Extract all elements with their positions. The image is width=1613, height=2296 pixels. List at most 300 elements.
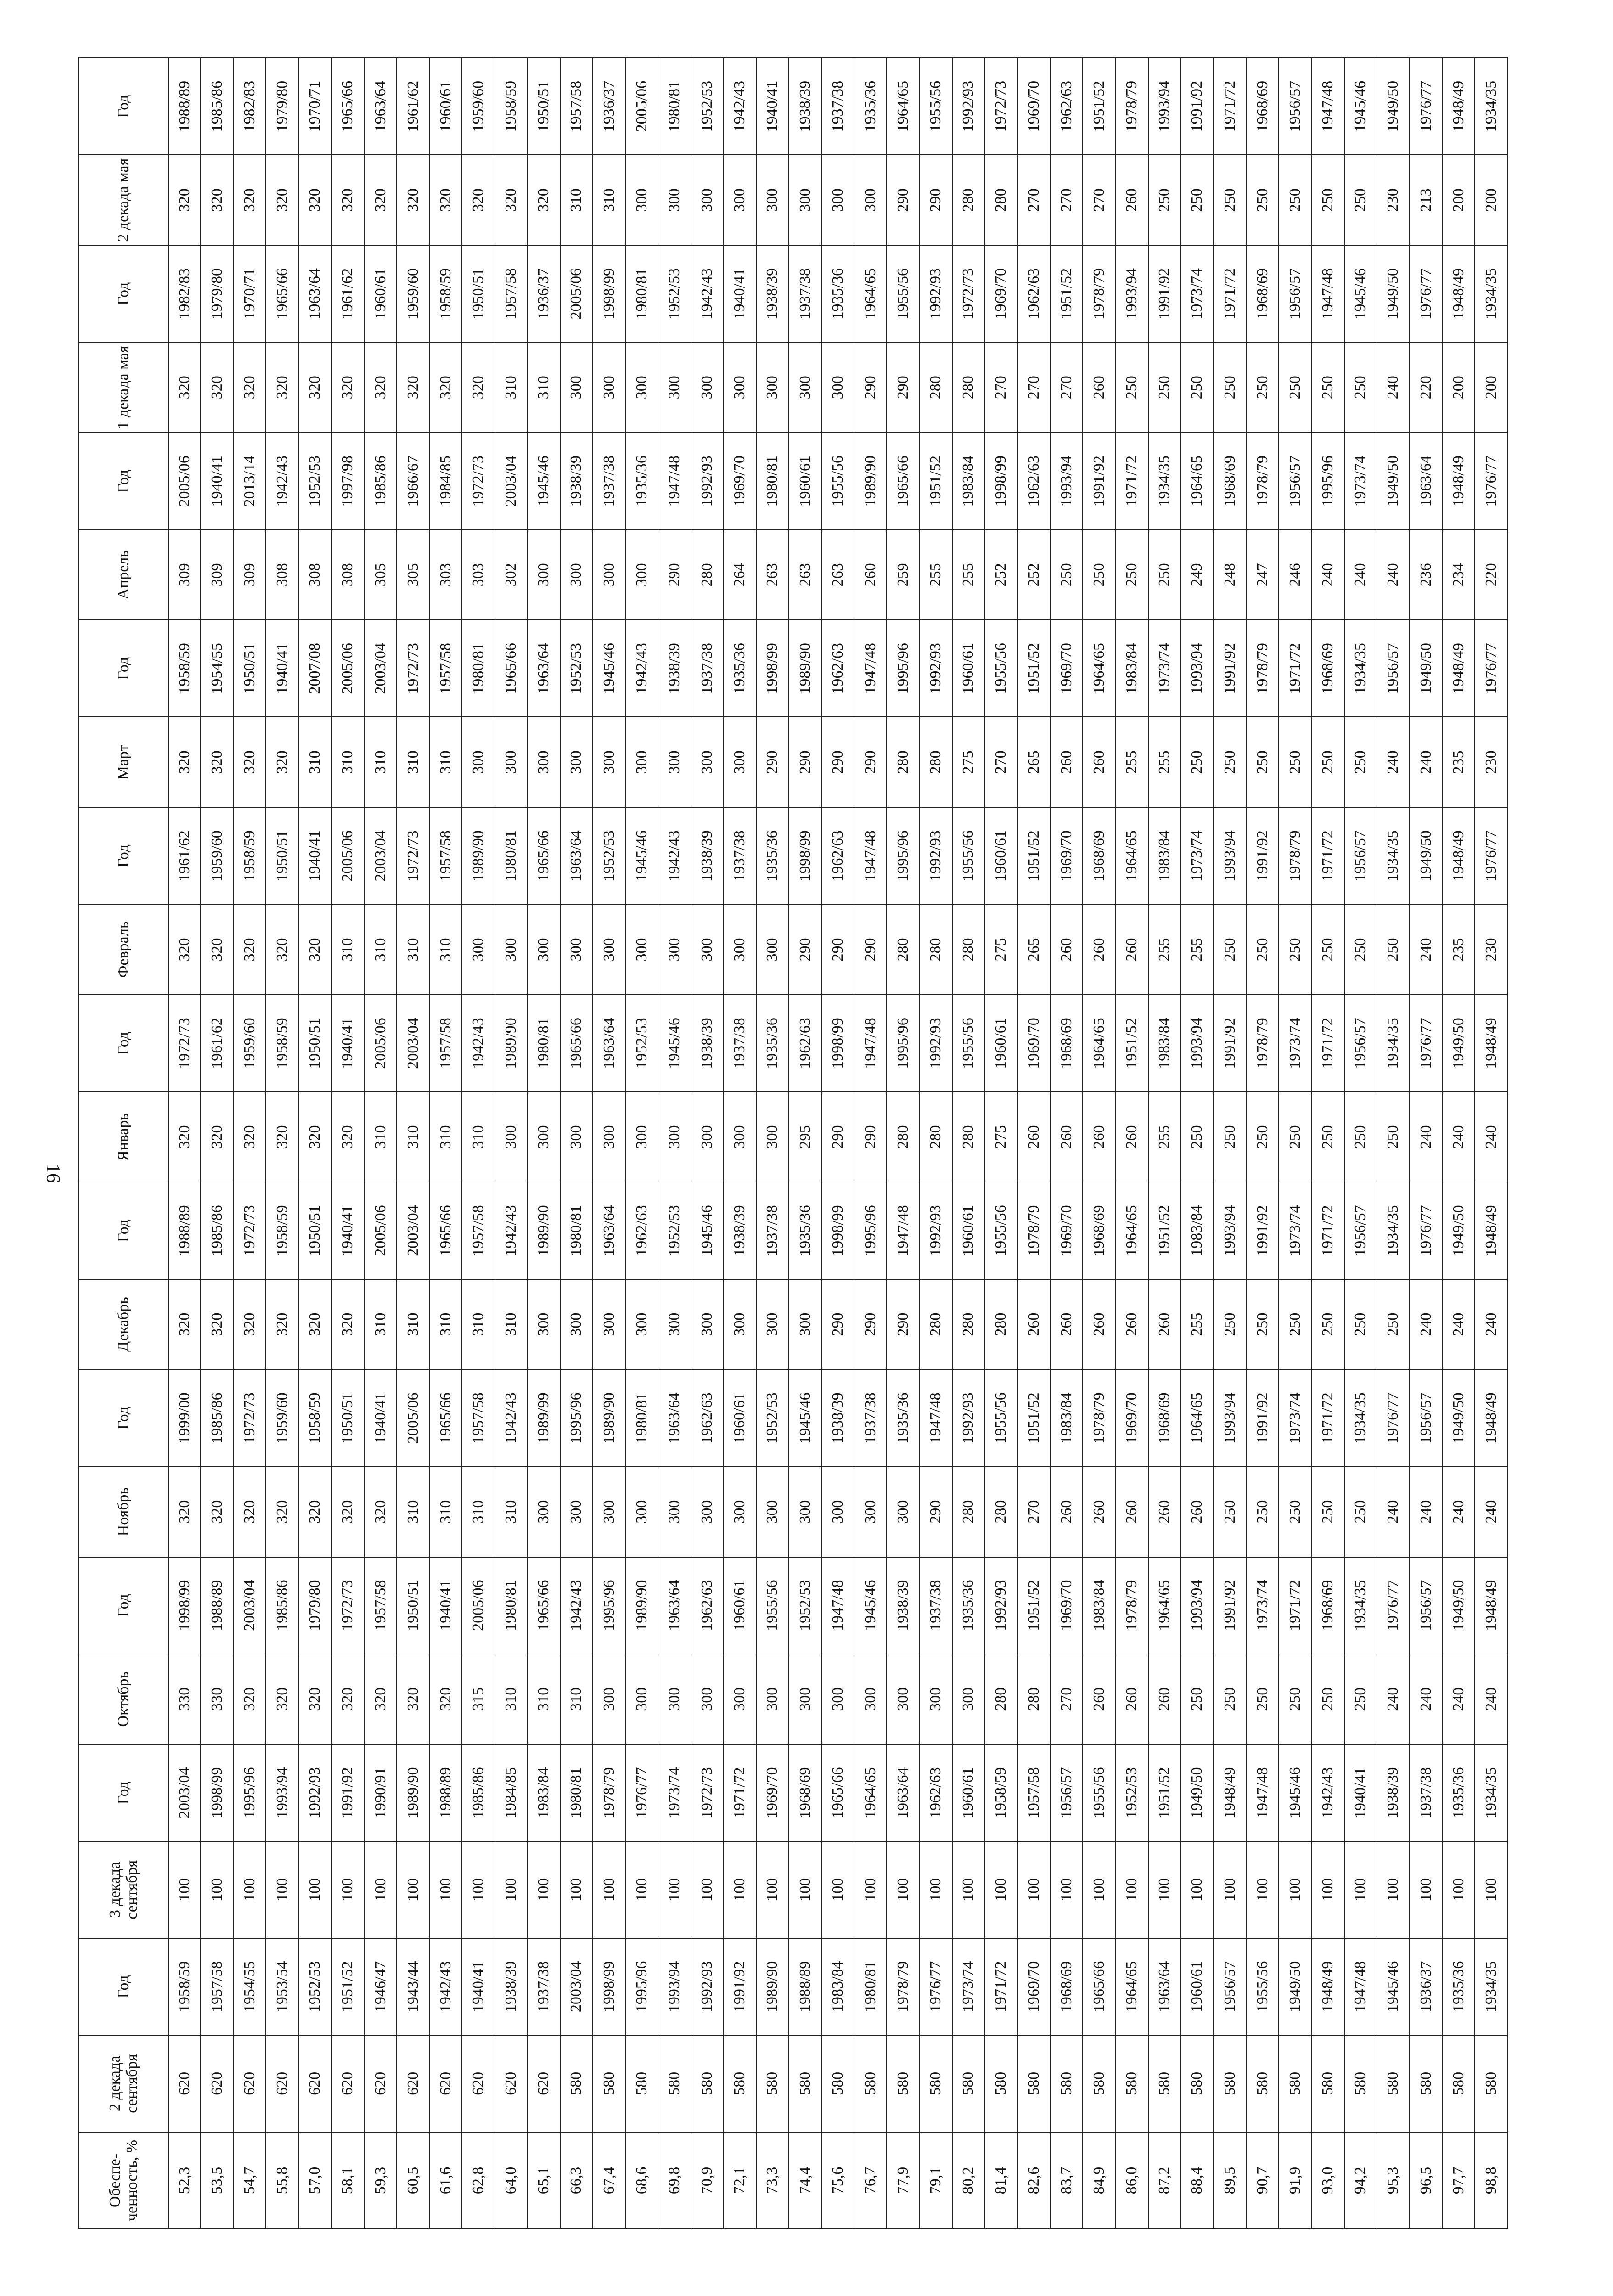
table-cell: 1968/69 xyxy=(1050,995,1083,1092)
table-cell: 263 xyxy=(789,529,821,620)
table-cell: 580 xyxy=(1181,2035,1214,2132)
table-cell: 80,2 xyxy=(952,2132,985,2229)
table-cell: 240 xyxy=(1377,529,1410,620)
table-cell: 1938/39 xyxy=(1377,1745,1410,1841)
table-cell: 320 xyxy=(495,155,528,245)
table-cell: 1970/71 xyxy=(299,58,332,155)
table-cell: 96,5 xyxy=(1410,2132,1442,2229)
table-cell: 1976/77 xyxy=(1475,433,1508,529)
table-cell: 1972/73 xyxy=(985,58,1017,155)
table-cell: 230 xyxy=(1475,717,1508,807)
table-cell: 1982/83 xyxy=(168,245,201,342)
column-header: Март xyxy=(79,717,168,807)
table-cell: 260 xyxy=(1148,1654,1181,1745)
table-cell: 1945/46 xyxy=(625,807,658,904)
table-cell: 320 xyxy=(332,1092,364,1182)
table-cell: 1993/94 xyxy=(1148,58,1181,155)
table-cell: 1947/48 xyxy=(658,433,691,529)
table-cell: 1978/79 xyxy=(1279,807,1311,904)
table-cell: 1968/69 xyxy=(1311,1557,1344,1654)
table-cell: 300 xyxy=(756,904,789,995)
table-cell: 1962/63 xyxy=(691,1370,724,1467)
table-cell: 249 xyxy=(1181,529,1214,620)
table-cell: 1952/53 xyxy=(658,1182,691,1279)
table-cell: 1955/56 xyxy=(1246,1938,1279,2035)
table-body xyxy=(168,58,1508,2229)
table-cell: 1947/48 xyxy=(920,1370,952,1467)
table-cell: 580 xyxy=(1148,2035,1181,2132)
table-cell: 1959/60 xyxy=(233,995,266,1092)
table-cell: 250 xyxy=(1311,1654,1344,1745)
table-cell: 1962/63 xyxy=(920,1745,952,1841)
table-cell: 1995/96 xyxy=(593,1557,625,1654)
table-cell: 250 xyxy=(1344,1092,1377,1182)
table-cell: 1942/43 xyxy=(1311,1745,1344,1841)
table-cell: 1954/55 xyxy=(233,1938,266,2035)
table-cell: 250 xyxy=(1116,342,1148,433)
table-cell: 95,3 xyxy=(1377,2132,1410,2229)
table-cell: 250 xyxy=(1344,1279,1377,1370)
table-cell: 260 xyxy=(1050,717,1083,807)
table-cell: 320 xyxy=(429,155,462,245)
table-cell: 250 xyxy=(1181,1654,1214,1745)
table-cell: 300 xyxy=(528,529,560,620)
table-cell: 1992/93 xyxy=(691,433,724,529)
table-cell: 100 xyxy=(1017,1841,1050,1938)
table-cell: 1956/57 xyxy=(1344,1182,1377,1279)
table-cell: 300 xyxy=(952,1654,985,1745)
table-cell: 300 xyxy=(691,1467,724,1557)
table-cell: 1946/47 xyxy=(364,1938,397,2035)
table-cell: 300 xyxy=(756,1279,789,1370)
table-cell: 1971/72 xyxy=(1214,58,1246,155)
table-cell: 1991/92 xyxy=(724,1938,756,2035)
table-cell: 1969/70 xyxy=(1050,807,1083,904)
table-cell: 1989/90 xyxy=(593,1370,625,1467)
table-cell: 52,3 xyxy=(168,2132,201,2229)
table-cell: 310 xyxy=(429,1279,462,1370)
table-cell: 1985/86 xyxy=(462,1745,495,1841)
table-cell: 73,3 xyxy=(756,2132,789,2229)
table-cell: 1938/39 xyxy=(658,620,691,717)
table-cell: 260 xyxy=(1083,717,1115,807)
table-cell: 290 xyxy=(789,717,821,807)
table-cell: 250 xyxy=(1214,717,1246,807)
table-cell: 250 xyxy=(1181,717,1214,807)
table-cell: 1980/81 xyxy=(495,1557,528,1654)
table-cell: 1951/52 xyxy=(1017,620,1050,717)
table-cell: 1992/93 xyxy=(299,1745,332,1841)
table-cell: 1962/63 xyxy=(625,1182,658,1279)
table-cell: 1978/79 xyxy=(1246,995,1279,1092)
table-cell: 1979/80 xyxy=(201,245,233,342)
table-cell: 290 xyxy=(821,1279,854,1370)
table-cell: 320 xyxy=(266,155,298,245)
table-cell: 1935/36 xyxy=(952,1557,985,1654)
table-cell: 1965/66 xyxy=(429,1370,462,1467)
table-cell: 1956/57 xyxy=(1214,1938,1246,2035)
table-cell: 250 xyxy=(1148,529,1181,620)
table-cell: 620 xyxy=(397,2035,429,2132)
table-cell: 1991/92 xyxy=(1083,433,1115,529)
table-cell: 1992/93 xyxy=(985,1557,1017,1654)
table-cell: 1957/58 xyxy=(364,1557,397,1654)
table-cell: 1988/89 xyxy=(789,1938,821,2035)
table-cell: 263 xyxy=(821,529,854,620)
table-cell: 1949/50 xyxy=(1377,58,1410,155)
table-cell: 260 xyxy=(1083,1654,1115,1745)
table-row xyxy=(821,58,854,2229)
table-cell: 1989/90 xyxy=(854,433,887,529)
table-cell: 1991/92 xyxy=(1148,245,1181,342)
table-cell: 1940/41 xyxy=(332,995,364,1092)
table-cell: 320 xyxy=(429,1654,462,1745)
column-header: 1 декада мая xyxy=(79,342,168,433)
table-cell: 1956/57 xyxy=(1050,1745,1083,1841)
table-cell: 1952/53 xyxy=(560,620,593,717)
table-cell: 1989/99 xyxy=(528,1370,560,1467)
column-header: 2 декада мая xyxy=(79,155,168,245)
table-cell: 250 xyxy=(1344,904,1377,995)
table-cell: 100 xyxy=(201,1841,233,1938)
table-cell: 320 xyxy=(233,904,266,995)
table-cell: 1963/64 xyxy=(593,1182,625,1279)
table-cell: 250 xyxy=(1279,342,1311,433)
table-cell: 295 xyxy=(789,1092,821,1182)
table-cell: 280 xyxy=(952,342,985,433)
column-header: Февраль xyxy=(79,904,168,995)
table-cell: 250 xyxy=(1279,717,1311,807)
table-cell: 54,7 xyxy=(233,2132,266,2229)
table-cell: 260 xyxy=(1116,1092,1148,1182)
table-cell: 1992/93 xyxy=(952,1370,985,1467)
table-cell: 270 xyxy=(1050,155,1083,245)
table-cell: 250 xyxy=(1311,1092,1344,1182)
table-cell: 1949/50 xyxy=(1442,1182,1475,1279)
table-cell: 240 xyxy=(1377,717,1410,807)
table-cell: 320 xyxy=(397,1654,429,1745)
table-cell: 320 xyxy=(299,1279,332,1370)
table-cell: 55,8 xyxy=(266,2132,298,2229)
table-cell: 240 xyxy=(1377,342,1410,433)
table-cell: 100 xyxy=(887,1841,919,1938)
table-cell: 320 xyxy=(429,342,462,433)
table-cell: 1949/50 xyxy=(1442,1370,1475,1467)
table-cell: 1989/90 xyxy=(397,1745,429,1841)
table-cell: 309 xyxy=(233,529,266,620)
table-cell: 1998/99 xyxy=(985,433,1017,529)
table-cell: 250 xyxy=(1214,155,1246,245)
table-cell: 1968/69 xyxy=(1083,807,1115,904)
table-cell: 230 xyxy=(1475,904,1508,995)
table-cell: 260 xyxy=(1050,1279,1083,1370)
table-row xyxy=(1116,58,1148,2229)
table-cell: 1963/64 xyxy=(560,807,593,904)
table-cell: 1973/74 xyxy=(1279,1370,1311,1467)
table-cell: 1938/39 xyxy=(495,1938,528,2035)
table-cell: 310 xyxy=(397,904,429,995)
table-cell: 1978/79 xyxy=(1083,245,1115,342)
table-cell: 1992/93 xyxy=(920,245,952,342)
table-cell: 290 xyxy=(920,1467,952,1557)
table-cell: 1983/84 xyxy=(952,433,985,529)
table-cell: 250 xyxy=(1246,1092,1279,1182)
table-cell: 1993/94 xyxy=(658,1938,691,2035)
table-cell: 580 xyxy=(1311,2035,1344,2132)
table-cell: 220 xyxy=(1410,342,1442,433)
table-cell: 1963/64 xyxy=(887,1745,919,1841)
table-cell: 300 xyxy=(691,342,724,433)
table-cell: 275 xyxy=(985,904,1017,995)
table-cell: 250 xyxy=(1344,717,1377,807)
table-cell: 100 xyxy=(1214,1841,1246,1938)
table-cell: 1992/93 xyxy=(920,807,952,904)
table-cell: 300 xyxy=(658,904,691,995)
table-cell: 1940/41 xyxy=(1344,1745,1377,1841)
table-cell: 1968/69 xyxy=(1311,620,1344,717)
table-cell: 580 xyxy=(887,2035,919,2132)
table-cell: 580 xyxy=(1410,2035,1442,2132)
table-cell: 1971/72 xyxy=(724,1745,756,1841)
table-cell: 1985/86 xyxy=(266,1557,298,1654)
table-cell: 300 xyxy=(658,1654,691,1745)
table-cell: 1983/84 xyxy=(1148,807,1181,904)
table-cell: 1971/72 xyxy=(1311,1182,1344,1279)
table-cell: 250 xyxy=(1279,904,1311,995)
table-cell: 1991/92 xyxy=(1246,807,1279,904)
table-cell: 1955/56 xyxy=(985,1182,1017,1279)
column-header: Декабрь xyxy=(79,1279,168,1370)
table-cell: 1956/57 xyxy=(1279,245,1311,342)
table-cell: 310 xyxy=(429,717,462,807)
table-cell: 250 xyxy=(1279,1279,1311,1370)
table-cell: 300 xyxy=(756,342,789,433)
table-cell: 100 xyxy=(920,1841,952,1938)
table-cell: 1957/58 xyxy=(495,245,528,342)
table-cell: 320 xyxy=(233,342,266,433)
table-cell: 1935/36 xyxy=(887,1370,919,1467)
table-cell: 300 xyxy=(821,155,854,245)
table-cell: 330 xyxy=(201,1654,233,1745)
table-cell: 320 xyxy=(266,1092,298,1182)
table-row xyxy=(1442,58,1475,2229)
table-cell: 1964/65 xyxy=(854,245,887,342)
table-cell: 69,8 xyxy=(658,2132,691,2229)
table-cell: 1934/35 xyxy=(1344,1557,1377,1654)
table-cell: 2005/06 xyxy=(332,807,364,904)
table-cell: 280 xyxy=(985,1467,1017,1557)
table-cell: 1938/39 xyxy=(789,58,821,155)
table-cell: 1952/53 xyxy=(658,245,691,342)
table-cell: 252 xyxy=(985,529,1017,620)
table-cell: 1935/36 xyxy=(1442,1745,1475,1841)
table-cell: 1947/48 xyxy=(854,620,887,717)
table-cell: 270 xyxy=(1050,1654,1083,1745)
table-cell: 320 xyxy=(233,1092,266,1182)
table-cell: 1947/48 xyxy=(1246,1745,1279,1841)
table-cell: 320 xyxy=(168,342,201,433)
table-cell: 1983/84 xyxy=(1148,995,1181,1092)
table-cell: 84,9 xyxy=(1083,2132,1115,2229)
table-cell: 1934/35 xyxy=(1475,1938,1508,2035)
table-cell: 250 xyxy=(1148,342,1181,433)
table-cell: 1955/56 xyxy=(887,245,919,342)
table-cell: 1993/94 xyxy=(266,1745,298,1841)
table-cell: 1937/38 xyxy=(593,433,625,529)
table-cell: 1971/72 xyxy=(1279,1557,1311,1654)
table-cell: 100 xyxy=(724,1841,756,1938)
table-cell: 1992/93 xyxy=(920,995,952,1092)
table-cell: 1960/61 xyxy=(429,58,462,155)
table-cell: 1950/51 xyxy=(233,620,266,717)
table-cell: 330 xyxy=(168,1654,201,1745)
table-cell: 100 xyxy=(560,1841,593,1938)
table-cell: 255 xyxy=(1181,904,1214,995)
table-cell: 300 xyxy=(560,529,593,620)
table-cell: 300 xyxy=(691,1279,724,1370)
table-cell: 1978/79 xyxy=(887,1938,919,2035)
table-cell: 236 xyxy=(1410,529,1442,620)
table-cell: 280 xyxy=(920,904,952,995)
table-cell: 300 xyxy=(625,529,658,620)
table-cell: 100 xyxy=(266,1841,298,1938)
table-cell: 1998/99 xyxy=(593,1938,625,2035)
table-cell: 1954/55 xyxy=(201,620,233,717)
table-cell: 100 xyxy=(462,1841,495,1938)
table-cell: 320 xyxy=(299,342,332,433)
table-cell: 213 xyxy=(1410,155,1442,245)
column-header: Ноябрь xyxy=(79,1467,168,1557)
table-cell: 290 xyxy=(854,904,887,995)
table-cell: 250 xyxy=(1311,717,1344,807)
table-cell: 300 xyxy=(789,1654,821,1745)
table-cell: 1947/48 xyxy=(821,1557,854,1654)
table-cell: 1973/74 xyxy=(1148,620,1181,717)
table-row xyxy=(1017,58,1050,2229)
table-cell: 280 xyxy=(985,155,1017,245)
table-cell: 1989/90 xyxy=(495,995,528,1092)
table-cell: 1998/99 xyxy=(201,1745,233,1841)
table-cell: 250 xyxy=(1181,342,1214,433)
table-row xyxy=(724,58,756,2229)
table-cell: 1950/51 xyxy=(462,245,495,342)
table-cell: 97,7 xyxy=(1442,2132,1475,2229)
table-cell: 1980/81 xyxy=(495,807,528,904)
table-cell: 1953/54 xyxy=(266,1938,298,2035)
table-cell: 100 xyxy=(593,1841,625,1938)
table-cell: 620 xyxy=(528,2035,560,2132)
table-cell: 1937/38 xyxy=(920,1557,952,1654)
table-cell: 1971/72 xyxy=(1311,995,1344,1092)
table-cell: 305 xyxy=(364,529,397,620)
table-cell: 1958/59 xyxy=(495,58,528,155)
table-cell: 1949/50 xyxy=(1377,433,1410,529)
table-cell: 580 xyxy=(920,2035,952,2132)
table-cell: 320 xyxy=(201,1279,233,1370)
table-cell: 1940/41 xyxy=(299,807,332,904)
table-cell: 100 xyxy=(233,1841,266,1938)
table-cell: 1972/73 xyxy=(691,1745,724,1841)
table-cell: 300 xyxy=(658,717,691,807)
table-cell: 1964/65 xyxy=(1116,807,1148,904)
table-cell: 255 xyxy=(1148,904,1181,995)
table-cell: 300 xyxy=(528,904,560,995)
table-cell: 1949/50 xyxy=(1442,995,1475,1092)
table-cell: 1963/64 xyxy=(593,995,625,1092)
table-cell: 1936/37 xyxy=(528,245,560,342)
table-cell: 1934/35 xyxy=(1475,58,1508,155)
table-cell: 300 xyxy=(560,717,593,807)
table-cell: 240 xyxy=(1475,1467,1508,1557)
table-cell: 300 xyxy=(854,1654,887,1745)
table-cell: 320 xyxy=(168,904,201,995)
table-row xyxy=(1148,58,1181,2229)
table-cell: 300 xyxy=(789,342,821,433)
table-cell: 320 xyxy=(168,717,201,807)
table-cell: 2007/08 xyxy=(299,620,332,717)
table-cell: 290 xyxy=(854,1092,887,1182)
table-cell: 1961/62 xyxy=(332,245,364,342)
table-cell: 200 xyxy=(1442,342,1475,433)
table-cell: 1969/70 xyxy=(1050,1182,1083,1279)
table-cell: 300 xyxy=(625,1092,658,1182)
table-cell: 1942/43 xyxy=(724,58,756,155)
table-cell: 300 xyxy=(560,342,593,433)
table-row xyxy=(332,58,364,2229)
table-cell: 250 xyxy=(1116,529,1148,620)
table-cell: 1989/90 xyxy=(528,1182,560,1279)
table-cell: 620 xyxy=(462,2035,495,2132)
table-cell: 290 xyxy=(887,1279,919,1370)
table-cell: 1968/69 xyxy=(1083,1182,1115,1279)
column-header: Год xyxy=(79,1557,168,1654)
table-cell: 250 xyxy=(1246,155,1279,245)
table-cell: 300 xyxy=(821,342,854,433)
table-cell: 300 xyxy=(920,1654,952,1745)
table-cell: 1959/60 xyxy=(397,245,429,342)
table-cell: 1991/92 xyxy=(1246,1370,1279,1467)
table-cell: 1993/94 xyxy=(1214,1370,1246,1467)
table-cell: 310 xyxy=(495,1467,528,1557)
table-cell: 240 xyxy=(1442,1279,1475,1370)
table-cell: 300 xyxy=(691,1092,724,1182)
table-cell: 320 xyxy=(299,155,332,245)
column-header: Год xyxy=(79,620,168,717)
table-cell: 1955/56 xyxy=(1083,1745,1115,1841)
table-cell: 72,1 xyxy=(724,2132,756,2229)
table-cell: 2003/04 xyxy=(364,807,397,904)
table-cell: 1951/52 xyxy=(1050,245,1083,342)
table-cell: 280 xyxy=(920,1092,952,1182)
table-cell: 260 xyxy=(1083,904,1115,995)
table-cell: 1991/92 xyxy=(1214,995,1246,1092)
table-cell: 2005/06 xyxy=(560,245,593,342)
table-cell: 320 xyxy=(528,155,560,245)
table-cell: 300 xyxy=(691,155,724,245)
table-cell: 250 xyxy=(1344,1654,1377,1745)
table-cell: 1962/63 xyxy=(821,807,854,904)
table-cell: 1972/73 xyxy=(952,245,985,342)
table-cell: 1937/38 xyxy=(756,1182,789,1279)
table-cell: 280 xyxy=(887,717,919,807)
table-cell: 300 xyxy=(724,717,756,807)
table-cell: 1945/46 xyxy=(1344,245,1377,342)
table-row xyxy=(756,58,789,2229)
table-cell: 200 xyxy=(1475,155,1508,245)
table-cell: 1969/70 xyxy=(1050,1557,1083,1654)
table-cell: 1985/86 xyxy=(201,1182,233,1279)
table-cell: 62,8 xyxy=(462,2132,495,2229)
